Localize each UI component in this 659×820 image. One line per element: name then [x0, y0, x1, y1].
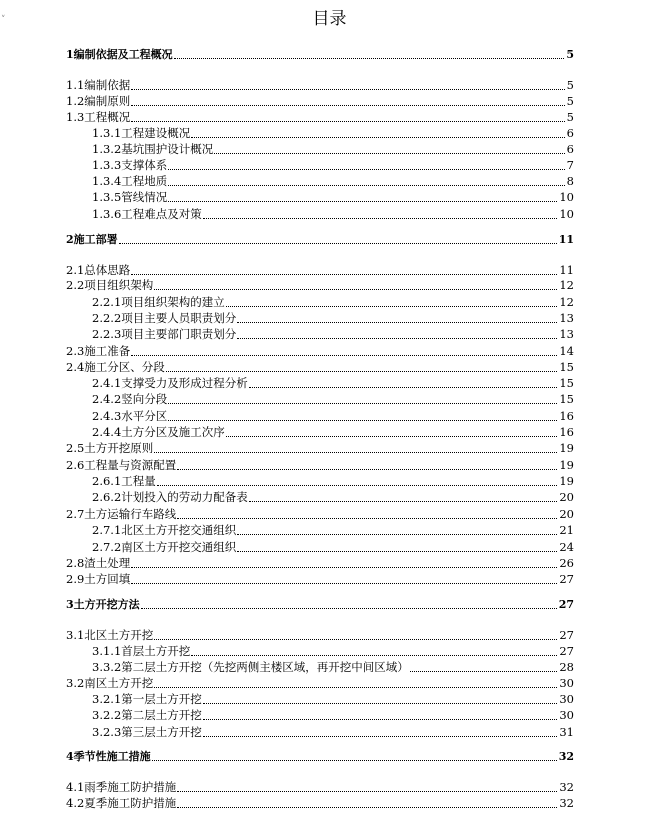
dot-leader: [141, 608, 557, 609]
page-title: 目录: [312, 9, 347, 29]
toc-entry-title: 竖向分段: [121, 392, 168, 406]
toc-entry-page: 8: [566, 174, 574, 188]
toc-entry-page: 15: [559, 360, 574, 374]
toc-entry-title: 北区土方开挖交通组织: [121, 523, 237, 537]
toc-entry-title: 工程量与资源配置: [84, 458, 177, 472]
toc-entry-page: 5: [566, 48, 574, 61]
dot-leader: [237, 338, 557, 339]
toc-entry-title: 管线情况: [121, 190, 168, 204]
toc-entry-number: 1.3.5: [92, 190, 122, 204]
toc-entry[interactable]: [66, 749, 574, 764]
toc-entry-number: 2.4.4: [92, 425, 122, 439]
toc-entry-page: 13: [559, 311, 574, 325]
dot-leader: [154, 289, 557, 290]
toc-entry[interactable]: [66, 441, 574, 456]
toc-entry[interactable]: [92, 207, 574, 222]
toc-entry-number: 2.7.2: [92, 540, 122, 554]
toc-entry-number: 3.2: [66, 676, 85, 690]
dot-leader: [177, 518, 557, 519]
toc-entry-page: 5: [566, 94, 574, 108]
dot-leader: [131, 355, 557, 356]
toc-entry[interactable]: [92, 490, 574, 505]
toc-entry-number: 3.2.1: [92, 692, 122, 706]
toc-entry-title: 工程建设概况: [121, 126, 191, 140]
toc-entry-page: 11: [558, 233, 574, 246]
toc-entry-page: 32: [559, 796, 574, 810]
toc-entry-page: 10: [559, 190, 574, 204]
toc-entry-title: 工程概况: [84, 110, 131, 124]
toc-entry[interactable]: [92, 523, 574, 538]
toc-entry[interactable]: [92, 660, 574, 675]
toc-entry[interactable]: [92, 295, 574, 310]
toc-entry-number: 1.3: [66, 110, 85, 124]
toc-entry-page: 28: [559, 660, 574, 674]
toc-entry-page: 20: [559, 507, 574, 521]
toc-entry-page: 14: [559, 344, 574, 358]
toc-entry-page: 7: [566, 158, 574, 172]
toc-entry-page: 16: [559, 425, 574, 439]
toc-entry-title: 工程难点及对策: [121, 207, 202, 221]
dot-leader: [226, 306, 558, 307]
toc-entry-number: 3.3.2: [92, 660, 122, 674]
toc-entry-number: 3.1: [66, 628, 85, 642]
toc-entry[interactable]: [92, 392, 574, 407]
dot-leader: [119, 243, 557, 244]
toc-entry-page: 12: [559, 295, 574, 309]
toc-entry[interactable]: [92, 327, 574, 342]
toc-entry-page: 11: [559, 263, 574, 277]
toc-entry[interactable]: [66, 780, 574, 795]
toc-entry-number: 2.1: [66, 263, 85, 277]
toc-entry-page: 24: [559, 540, 574, 554]
toc-entry-number: 4.2: [66, 796, 85, 810]
toc-entry-title: 编制依据及工程概况: [73, 48, 173, 61]
toc-entry[interactable]: [92, 126, 574, 141]
toc-entry-page: 15: [559, 392, 574, 406]
toc-entry[interactable]: [66, 110, 574, 125]
toc-entry-page: 19: [559, 474, 574, 488]
toc-entry-title: 土方开挖原则: [84, 441, 154, 455]
toc-entry[interactable]: [92, 158, 574, 173]
dot-leader: [157, 485, 558, 486]
toc-entry-title: 工程量: [121, 474, 156, 488]
toc-entry[interactable]: [66, 47, 574, 62]
toc-entry[interactable]: [66, 344, 574, 359]
toc-entry-title: 支撑体系: [121, 158, 168, 172]
toc-entry-number: 4: [66, 750, 74, 763]
toc-entry-page: 30: [559, 708, 574, 722]
dot-leader: [154, 639, 557, 640]
toc-entry-page: 27: [558, 598, 574, 611]
toc-entry-number: 2.2: [66, 278, 85, 292]
toc-entry-title: 项目组织架构的建立: [121, 295, 225, 309]
toc-entry-number: 2.6.2: [92, 490, 122, 504]
toc-entry-page: 27: [559, 628, 574, 642]
toc-entry-page: 6: [566, 126, 574, 140]
toc-entry-title: 第一层土方开挖: [121, 692, 202, 706]
toc-entry-title: 土方分区及施工次序: [121, 425, 225, 439]
dot-leader: [168, 420, 557, 421]
toc-entry-number: 2.2.3: [92, 327, 122, 341]
toc-entry-title: 支撑受力及形成过程分析: [121, 376, 248, 390]
dot-leader: [131, 274, 557, 275]
toc-entry[interactable]: [66, 572, 574, 587]
toc-entry[interactable]: [66, 94, 574, 109]
dot-leader: [168, 169, 564, 170]
toc-entry-page: 5: [566, 78, 574, 92]
dot-leader: [203, 736, 558, 737]
toc-entry-title: 基坑围护设计概况: [121, 142, 214, 156]
toc-entry-title: 首层土方开挖: [121, 644, 191, 658]
toc-entry[interactable]: [92, 376, 574, 391]
toc-entry-title: 第三层土方开挖: [121, 725, 202, 739]
dot-leader: [177, 807, 557, 808]
toc-entry-title: 工程地质: [121, 174, 168, 188]
dot-leader: [237, 551, 557, 552]
toc-entry-title: 施工部署: [73, 233, 118, 246]
toc-entry-title: 第二层土方开挖: [121, 708, 202, 722]
toc-entry-title: 施工准备: [84, 344, 131, 358]
dot-leader: [203, 719, 558, 720]
toc-entry[interactable]: [66, 278, 574, 293]
toc-entry-title: 项目组织架构: [84, 278, 154, 292]
toc-entry-page: 27: [559, 644, 574, 658]
toc-entry[interactable]: [66, 458, 574, 473]
toc-entry-page: 20: [559, 490, 574, 504]
toc-entry-number: 1.2: [66, 94, 85, 108]
dot-leader: [152, 760, 557, 761]
dot-leader: [168, 201, 557, 202]
dot-leader: [249, 387, 558, 388]
toc-entry-number: 2: [66, 233, 74, 246]
toc-entry-title: 土方开挖方法: [73, 598, 140, 611]
toc-entry-page: 15: [559, 376, 574, 390]
toc-entry-title: 夏季施工防护措施: [84, 796, 177, 810]
toc-entry-page: 27: [559, 572, 574, 586]
toc-entry[interactable]: [92, 311, 574, 326]
dot-leader: [154, 452, 557, 453]
toc-entry[interactable]: [92, 644, 574, 659]
toc-entry-number: 3.1.1: [92, 644, 122, 658]
toc-entry[interactable]: [92, 692, 574, 707]
toc-entry-page: 10: [559, 207, 574, 221]
dot-leader: [226, 436, 558, 437]
toc-entry[interactable]: [66, 628, 574, 643]
toc-entry-title: 南区土方开挖: [84, 676, 154, 690]
toc-entry-number: 1.3.4: [92, 174, 122, 188]
toc-entry-page: 32: [559, 780, 574, 794]
toc-entry-title: 总体思路: [84, 263, 131, 277]
dot-leader: [237, 534, 557, 535]
toc-entry-title: 南区土方开挖交通组织: [121, 540, 237, 554]
dot-leader: [131, 89, 564, 90]
dot-leader: [131, 567, 557, 568]
toc-entry-number: 2.3: [66, 344, 85, 358]
toc-entry-number: 2.6: [66, 458, 85, 472]
dot-leader: [214, 153, 564, 154]
toc-entry-title: 雨季施工防护措施: [84, 780, 177, 794]
toc-entry-title: 施工分区、分段: [84, 360, 165, 374]
toc-entry[interactable]: [66, 78, 574, 93]
dot-leader: [154, 687, 557, 688]
dot-leader: [410, 671, 558, 672]
toc-entry-number: 2.2.2: [92, 311, 122, 325]
toc-entry-page: 16: [559, 409, 574, 423]
toc-entry-title: 土方运输行车路线: [84, 507, 177, 521]
dot-leader: [131, 583, 557, 584]
toc-entry-number: 2.7: [66, 507, 85, 521]
toc-entry-number: 2.6.1: [92, 474, 122, 488]
toc-entry-title: 计划投入的劳动力配备表: [121, 490, 248, 504]
dot-leader: [191, 655, 557, 656]
toc-entry[interactable]: [66, 232, 574, 247]
toc-entry-page: 13: [559, 327, 574, 341]
dot-leader: [249, 501, 558, 502]
dot-leader: [131, 121, 564, 122]
toc-entry[interactable]: [92, 174, 574, 189]
toc-entry[interactable]: [92, 708, 574, 723]
toc-entry[interactable]: [66, 597, 574, 612]
toc-entry-page: 21: [559, 523, 574, 537]
dot-leader: [166, 371, 558, 372]
toc-entry-number: 3.2.3: [92, 725, 122, 739]
toc-entry-number: 2.7.1: [92, 523, 122, 537]
toc-entry-number: 1.3.3: [92, 158, 122, 172]
toc-entry-title: 项目主要部门职责划分: [121, 327, 237, 341]
dot-leader: [203, 703, 558, 704]
toc-entry-page: 26: [559, 556, 574, 570]
toc-entry-number: 3: [66, 598, 74, 611]
toc-entry-page: 5: [566, 110, 574, 124]
toc-entry-page: 31: [559, 725, 574, 739]
toc-entry-title: 北区土方开挖: [84, 628, 154, 642]
toc-entry-page: 12: [559, 278, 574, 292]
toc-entry-page: 30: [559, 676, 574, 690]
toc-entry-number: 1.3.2: [92, 142, 122, 156]
dot-leader: [237, 322, 557, 323]
toc-entry-number: 2.4: [66, 360, 85, 374]
toc-entry-number: 2.4.1: [92, 376, 122, 390]
toc-entry[interactable]: [66, 796, 574, 811]
dot-leader: [203, 218, 558, 219]
dot-leader: [174, 58, 565, 59]
toc-entry[interactable]: [92, 190, 574, 205]
dot-leader: [177, 469, 557, 470]
toc-entry-page: 19: [559, 441, 574, 455]
collapse-marker-icon[interactable]: ˅: [1, 15, 6, 25]
toc-entry-number: 2.8: [66, 556, 85, 570]
dot-leader: [131, 105, 564, 106]
toc-entry-number: 4.1: [66, 780, 85, 794]
toc-entry-title: 编制原则: [84, 94, 131, 108]
toc-entry-number: 1.1: [66, 78, 85, 92]
toc-entry[interactable]: [66, 507, 574, 522]
toc-entry[interactable]: [66, 676, 574, 691]
toc-entry[interactable]: [92, 474, 574, 489]
toc-entry-number: 1.3.1: [92, 126, 122, 140]
toc-entry[interactable]: [92, 409, 574, 424]
toc-entry[interactable]: [66, 360, 574, 375]
dot-leader: [168, 403, 557, 404]
toc-entry-title: 土方回填: [84, 572, 131, 586]
toc-entry-title: 第二层土方开挖（先挖两侧主楼区域，再开挖中间区域）: [121, 660, 409, 674]
toc-entry[interactable]: [92, 425, 574, 440]
toc-entry-number: 1: [66, 48, 74, 61]
dot-leader: [191, 137, 564, 138]
toc-entry-title: 项目主要人员职责划分: [121, 311, 237, 325]
toc-entry[interactable]: [92, 540, 574, 555]
dot-leader: [177, 791, 557, 792]
toc-entry-title: 渣土处理: [84, 556, 131, 570]
toc-entry-title: 编制依据: [84, 78, 131, 92]
toc-entry-page: 30: [559, 692, 574, 706]
toc-entry[interactable]: [66, 263, 574, 278]
toc-entry-number: 2.2.1: [92, 295, 122, 309]
toc-entry[interactable]: [92, 725, 574, 740]
toc-entry-number: 2.4.3: [92, 409, 122, 423]
toc-entry-page: 6: [566, 142, 574, 156]
toc-entry-number: 3.2.2: [92, 708, 122, 722]
toc-entry-title: 季节性施工措施: [73, 750, 151, 763]
toc-entry-title: 水平分区: [121, 409, 168, 423]
dot-leader: [168, 185, 564, 186]
toc-entry-number: 2.5: [66, 441, 85, 455]
toc-entry[interactable]: [92, 142, 574, 157]
toc-entry-page: 32: [558, 750, 574, 763]
toc-entry-number: 1.3.6: [92, 207, 122, 221]
toc-entry[interactable]: [66, 556, 574, 571]
toc-entry-number: 2.9: [66, 572, 85, 586]
toc-entry-page: 19: [559, 458, 574, 472]
toc-entry-number: 2.4.2: [92, 392, 122, 406]
